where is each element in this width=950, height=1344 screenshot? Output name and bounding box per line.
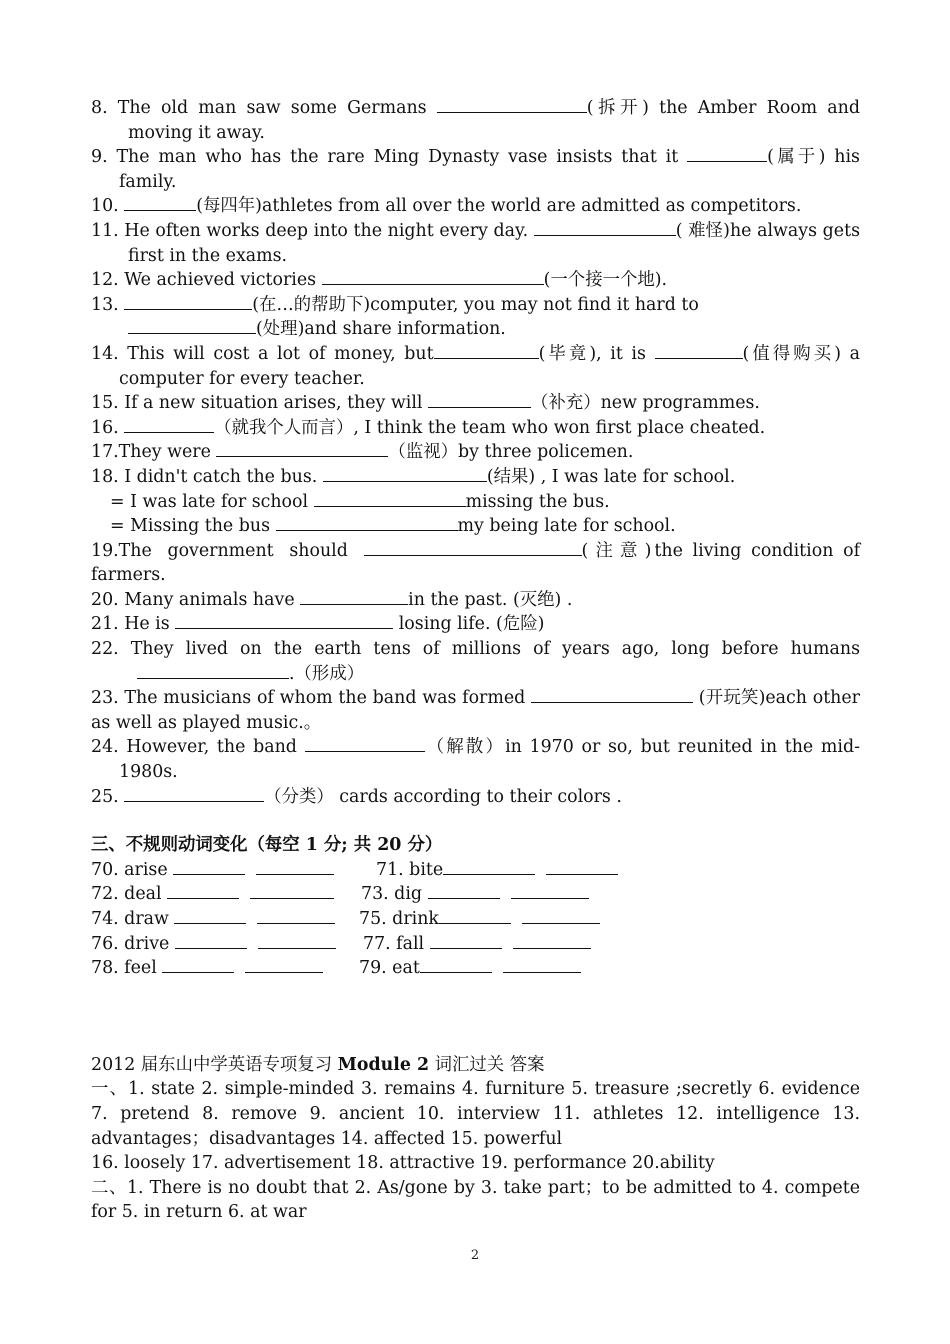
answer-blank[interactable] [245,956,323,973]
answer-blank[interactable] [124,785,264,802]
question-17: 17.They were （监视）by three policemen. [91,442,634,463]
question-25: 25. （分类） cards according to their colors . [91,786,622,807]
verb-label: 71. bite [376,859,444,880]
answer-blank[interactable] [305,735,425,752]
answer-blank[interactable] [124,293,252,310]
question-13: 13. (在…的帮助下)computer, you may not find it hard to [91,294,699,315]
answer-blank[interactable] [534,219,676,236]
answer-key-part-1-cont: 16. loosely 17. advertisement 18. attractive 19. performance 20.ability [91,1153,715,1174]
answer-key-part-2: 二、1. There is no doubt that 2. As/gone by 3. take part；to be admitted to 4. compete for 5. in return 6. at war [91,1177,860,1223]
verb-row [91,956,860,981]
answer-blank[interactable] [430,932,502,949]
answer-blank[interactable] [522,907,600,924]
verb-label: 74. draw [91,909,169,929]
verb-row [91,932,860,957]
answer-blank[interactable] [546,858,618,875]
answer-blank[interactable] [655,342,743,359]
answer-blank[interactable] [511,882,589,899]
answer-blank[interactable] [250,882,334,899]
worksheet-page [91,96,860,1225]
answer-blank[interactable] [531,686,693,703]
question-15: 15. If a new situation arises, they will （补充）new programmes. [91,393,760,414]
answer-blank[interactable] [167,882,239,899]
answer-key-title: 2012 届东山中学英语专项复习 Module 2 词汇过关 答案 [91,1054,545,1075]
irregular-verbs-list [91,858,860,981]
verb-label: 70. arise [91,859,168,880]
answer-blank[interactable] [174,907,246,924]
answer-blank[interactable] [124,416,214,433]
answer-blank[interactable] [420,956,492,973]
verb-row [91,907,860,932]
answer-blank[interactable] [364,539,582,556]
answer-blank[interactable] [256,858,334,875]
question-8: 8. The old man saw some Germans (拆开) the Amber Room and moving it away. [91,98,860,143]
answer-blank[interactable] [257,907,335,924]
answer-blank[interactable] [175,612,393,629]
answer-blank[interactable] [128,317,256,334]
answer-blank[interactable] [428,391,531,408]
question-19: 19.The government should (注意)the living condition of farmers. [91,540,860,586]
question-21: 21. He is losing life. (危险) [91,614,545,635]
answer-blank[interactable] [300,588,408,605]
answer-blank[interactable] [428,882,500,899]
answer-blank[interactable] [323,465,487,482]
verb-label: 78. feel [91,958,157,979]
question-14: 14. This will cost a lot of money, but (毕竟), it is (值得购买) a computer for every teacher. [91,343,860,389]
answer-blank[interactable] [216,440,388,457]
answer-blank[interactable] [513,932,591,949]
question-12: 12. We achieved victories (一个接一个地). [91,270,668,291]
answer-blank[interactable] [439,907,511,924]
question-22: 22. They lived on the earth tens of millions of years ago, long before humans [91,639,860,660]
answer-blank[interactable] [173,858,245,875]
question-11: 11. He often works deep into the night every day. ( 难怪)he always gets first in the exams. [91,220,860,266]
question-22-cont: .（形成） [91,662,860,687]
answer-blank[interactable] [276,514,458,531]
verb-label: 76. drive [91,933,170,954]
answer-blank[interactable] [434,342,539,359]
question-10: 10. (每四年)athletes from all over the world are admitted as competitors. [91,196,802,217]
answer-blank[interactable] [503,956,581,973]
page-number: 2 [470,1248,480,1263]
section-3-title: 三、不规则动词变化（每空 1 分; 共 20 分） [91,835,443,856]
question-9: 9. The man who has the rare Ming Dynasty vase insists that it (属于) his family. [91,147,860,192]
answer-blank[interactable] [137,662,289,679]
answer-blank[interactable] [175,932,247,949]
question-20: 20. Many animals have in the past. (灭绝) . [91,589,573,610]
answer-blank[interactable] [437,96,587,113]
answer-blank[interactable] [443,858,535,875]
verb-row [91,858,860,883]
verb-label: 72. deal [91,884,162,905]
question-24: 24. However, the band （解散）in 1970 or so, but reunited in the mid-1980s. [91,737,860,783]
answer-blank[interactable] [314,490,466,507]
verb-label: 75. drink [359,909,439,929]
answer-blank[interactable] [124,194,196,211]
question-18-eq2: = Missing the bus my being late for school. [110,516,676,537]
question-13-cont: (处理)and share information. [91,317,860,342]
question-18: 18. I didn't catch the bus. (结果) , I was late for school. [91,466,736,487]
verb-label: 79. eat [359,958,420,979]
answer-blank[interactable] [258,932,336,949]
answer-blank[interactable] [687,145,767,162]
verb-label: 73. dig [361,884,423,905]
answer-blank[interactable] [322,268,544,285]
question-18-eq1: = I was late for school missing the bus. [110,491,610,512]
verb-label: 77. fall [363,933,425,954]
verb-row [91,882,860,907]
question-23: 23. The musicians of whom the band was formed (开玩笑)each other as well as played music.。 [91,688,860,733]
answer-key-part-1: 一、1. state 2. simple-minded 3. remains 4. furniture 5. treasure ;secretly 6. evidence 7. pretend 8. remove 9. ancient 10. interview 11. athletes 12. intelligence 13. advantages；disadvantages 14. affected 15. powerful [91,1079,860,1149]
question-16: 16. （就我个人而言）, I think the team who won first place cheated. [91,417,766,438]
answer-blank[interactable] [162,956,234,973]
